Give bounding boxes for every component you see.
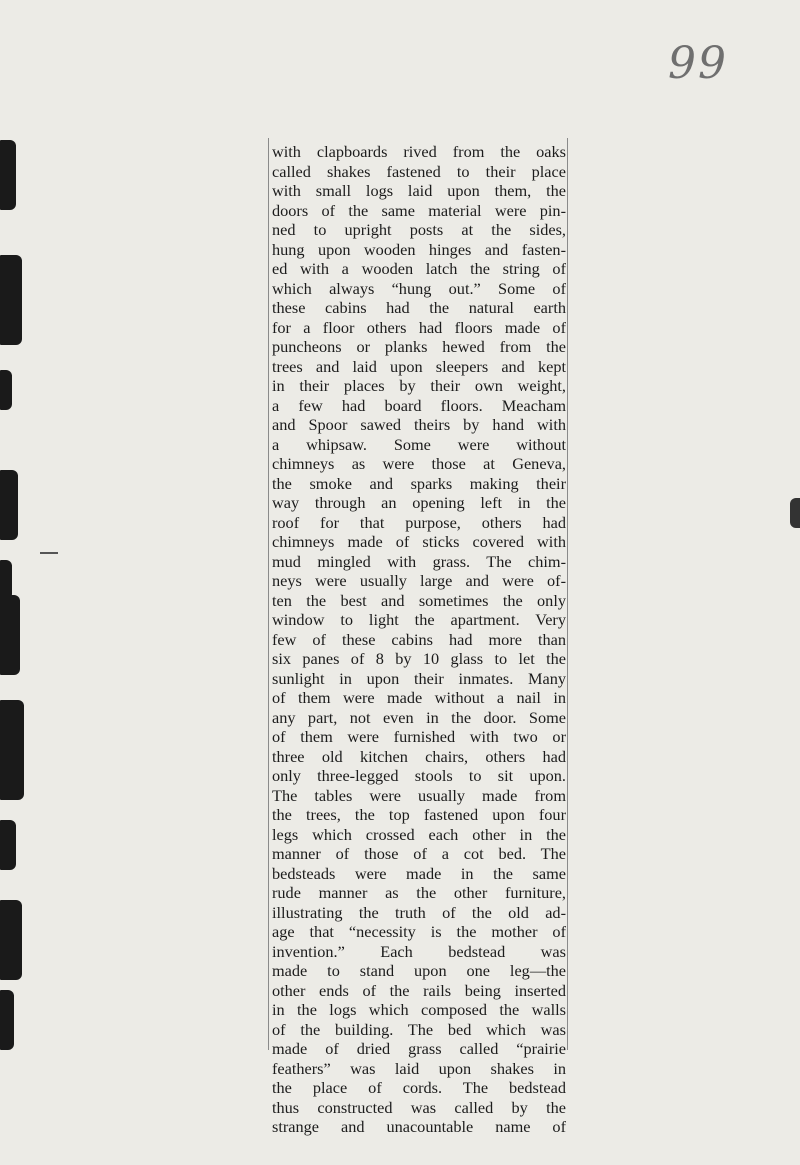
article-line: the place of cords. The bedstead bbox=[272, 1078, 566, 1097]
article-line: feathers” was laid upon shakes in bbox=[272, 1058, 566, 1078]
article-line: bedsteads were made in the same bbox=[272, 863, 566, 883]
article-line: trees and laid upon sleepers and kept bbox=[272, 356, 566, 376]
article-line: a whipsaw. Some were without bbox=[272, 434, 566, 454]
article-line: in the logs which composed the walls bbox=[272, 1000, 566, 1019]
article-line: the trees, the top fastened upon four bbox=[272, 805, 566, 824]
article-line: the smoke and sparks making their bbox=[272, 473, 566, 493]
article-line: window to light the apartment. Very bbox=[272, 610, 566, 629]
article-line: few of these cabins had more than bbox=[272, 629, 566, 649]
article-line: for a floor others had floors made of bbox=[272, 317, 566, 337]
article-line: in their places by their own weight, bbox=[272, 376, 566, 395]
article-line: these cabins had the natural earth bbox=[272, 298, 566, 317]
article-line: sunlight in upon their inmates. Many bbox=[272, 668, 566, 688]
article-line: neys were usually large and were of- bbox=[272, 571, 566, 590]
article-line: puncheons or planks hewed from the bbox=[272, 337, 566, 356]
page-number: 99 bbox=[668, 38, 728, 89]
article-line: legs which crossed each other in the bbox=[272, 824, 566, 844]
article-line: three old kitchen chairs, others had bbox=[272, 746, 566, 766]
article-line: six panes of 8 by 10 glass to let the bbox=[272, 649, 566, 668]
article-line: age that “necessity is the mother of bbox=[272, 922, 566, 941]
article-line: invention.” Each bedstead was bbox=[272, 941, 566, 961]
article-line: and Spoor sawed theirs by hand with bbox=[272, 415, 566, 434]
article-line: way through an opening left in the bbox=[272, 493, 566, 512]
article-line: made of dried grass called “prairie bbox=[272, 1039, 566, 1058]
article-text bbox=[272, 142, 566, 1137]
article-line: ned to upright posts at the sides, bbox=[272, 220, 566, 239]
article-line: illustrating the truth of the old ad- bbox=[272, 902, 566, 922]
article-line: hung upon wooden hinges and fasten- bbox=[272, 239, 566, 259]
right-edge-mark bbox=[790, 498, 800, 528]
article-line: made to stand upon one leg—the bbox=[272, 961, 566, 980]
article-line: ten the best and sometimes the only bbox=[272, 590, 566, 610]
article-line: rude manner as the other furniture, bbox=[272, 883, 566, 902]
article-line: chimneys as were those at Geneva, bbox=[272, 454, 566, 473]
article-line: other ends of the rails being inserted bbox=[272, 980, 566, 1000]
binding-edge bbox=[0, 0, 26, 1165]
article-line: of them were made without a nail in bbox=[272, 688, 566, 707]
article-line: any part, not even in the door. Some bbox=[272, 707, 566, 727]
article-line: thus constructed was called by the bbox=[272, 1097, 566, 1117]
article-line: which always “hung out.” Some of bbox=[272, 278, 566, 298]
article-line: manner of those of a cot bed. The bbox=[272, 844, 566, 863]
article-line: of them were furnished with two or bbox=[272, 727, 566, 746]
article-line: chimneys made of sticks covered with bbox=[272, 532, 566, 551]
article-line: a few had board floors. Meacham bbox=[272, 395, 566, 415]
margin-dash bbox=[40, 552, 58, 554]
article-line: with small logs laid upon them, the bbox=[272, 181, 566, 200]
article-line: strange and unacountable name of bbox=[272, 1117, 566, 1136]
article-line: mud mingled with grass. The chim- bbox=[272, 551, 566, 571]
article-line: of the building. The bed which was bbox=[272, 1019, 566, 1039]
article-line: The tables were usually made from bbox=[272, 785, 566, 805]
article-line: with clapboards rived from the oaks bbox=[272, 142, 566, 161]
article-line: ed with a wooden latch the string of bbox=[272, 259, 566, 278]
article-line: roof for that purpose, others had bbox=[272, 512, 566, 532]
article-line: called shakes fastened to their place bbox=[272, 161, 566, 181]
article-line: doors of the same material were pin- bbox=[272, 200, 566, 220]
article-line: only three-legged stools to sit upon. bbox=[272, 766, 566, 785]
